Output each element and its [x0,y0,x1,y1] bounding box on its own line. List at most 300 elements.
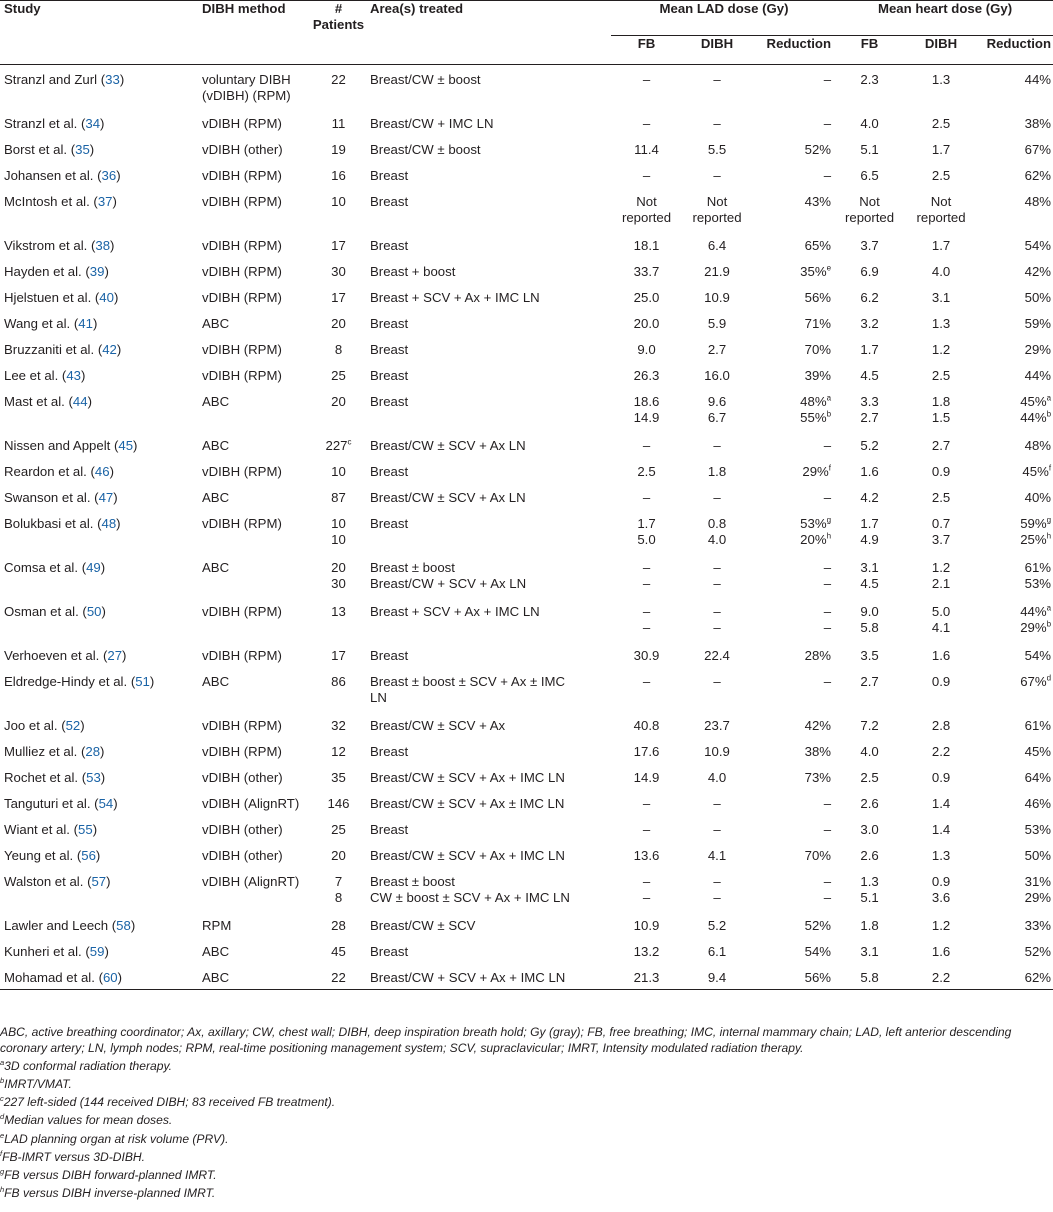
footnote-marker: g [826,515,832,525]
cell-value: 5.5 [707,142,727,157]
cell-text: 29% [1020,620,1047,635]
reference-link[interactable]: 57 [91,874,107,889]
cell-value: LN [370,690,387,705]
cell-text: 53% [800,516,827,531]
footnote [0,1132,1053,1148]
patients-cell [307,841,366,867]
heart-dibh-cell [902,483,976,509]
reference-link[interactable]: 40 [99,290,114,305]
cell-value: 2.2 [931,970,951,985]
heart-reduction-cell [976,937,1053,963]
cell-value: Breast/CW ± SCV + Ax ± IMC LN [370,796,565,811]
reference-link[interactable]: 33 [105,72,120,87]
cell-value: – [823,438,832,453]
col-heart-dibh: DIBH [902,36,976,65]
cell-value: Breast/CW ± SCV + Ax LN [370,490,526,505]
cell-value: 2.7 [931,438,951,453]
heart-fb-cell [833,641,902,667]
area-cell [366,335,611,361]
cell-value: Breast [370,744,409,759]
lad-dibh-cell [678,135,752,161]
cell-value: 2.1 [931,576,951,591]
cell-value: 26.3 [633,368,660,383]
study-author: Verhoeven et al. [4,648,100,663]
lad-dibh-cell [678,867,752,911]
cell-value: 20.0 [633,316,660,331]
area-cell [366,789,611,815]
study-author: Reardon et al. [4,464,87,479]
lad-fb-cell [611,763,678,789]
cell-text: 227 [325,438,348,453]
cell-value: – [713,72,721,87]
table-row [0,231,1053,257]
heart-reduction-cell [976,187,1053,231]
reference-link[interactable]: 28 [85,744,101,759]
cell-value: Not [930,194,952,209]
cell-value: 46% [1024,796,1052,811]
cell-value: Breast/CW ± SCV + Ax LN [370,438,526,453]
col-lad-dibh: DIBH [678,36,752,65]
patients-cell [307,483,366,509]
heart-reduction-cell [976,641,1053,667]
lad-dibh-cell [678,257,752,283]
lad-fb-cell [611,937,678,963]
study-cell: Walston et al. (57) [4,874,111,889]
heart-dibh-cell [902,737,976,763]
cell-value: 0.9 [931,770,951,785]
col-study: Study [4,1,41,16]
col-group-lad: Mean LAD dose (Gy) [659,1,789,16]
reference-link[interactable]: 52 [65,718,81,733]
method-cell [198,789,307,815]
reference-link[interactable]: 36 [101,168,117,183]
lad-fb-cell [611,135,678,161]
heart-fb-cell [833,283,902,309]
cell-text: 35% [800,264,827,279]
reference-link[interactable]: 43 [66,368,81,383]
cell-value: vDIBH (RPM) [202,168,282,183]
cell-value: Breast/CW ± SCV + Ax [370,718,506,733]
heart-fb-cell [833,109,902,135]
method-cell [198,483,307,509]
cell-value: 1.4 [931,822,951,837]
method-cell [198,963,307,990]
method-cell [198,553,307,597]
cell-value: vDIBH (RPM) [202,342,282,357]
cell-value: ABC [202,674,230,689]
area-cell [366,509,611,553]
table-row [0,815,1053,841]
heart-fb-cell [833,763,902,789]
cell-value: 1.8 [931,394,951,409]
cell-value: 2.5 [931,168,951,183]
cell-value: vDIBH (RPM) [202,290,282,305]
cell-value: 29% [1024,890,1052,905]
footnote [0,1113,1053,1129]
lad-dibh-cell [678,431,752,457]
cell-value: 25 [331,368,346,383]
heart-dibh-cell [902,387,976,431]
table-row [0,667,1053,711]
cell-value: Breast/CW + SCV + Ax LN [370,576,527,591]
cell-value: 33.7 [633,264,660,279]
cell-value: Breast/CW ± boost [370,142,481,157]
footnote-mark: e [0,1130,5,1140]
footnote-mark: g [0,1166,5,1176]
area-cell [366,597,611,641]
reference-link[interactable]: 39 [89,264,105,279]
heart-fb-cell [833,65,902,110]
reference-link[interactable]: 44 [72,394,88,409]
footnote-marker: e [826,263,832,273]
cell-value: 9.0 [637,342,656,357]
cell-value: 38% [804,744,832,759]
cell-value: 50% [1024,290,1052,305]
cell-value: 4.1 [707,848,727,863]
heart-reduction-cell [976,509,1053,553]
cell-value: Breast ± boost [370,560,455,575]
cell-text: 44% [1020,410,1047,425]
study-cell: Borst et al. (35) [4,142,95,157]
heart-dibh-cell [902,135,976,161]
cell-value: – [642,490,651,505]
method-cell [198,257,307,283]
lad-fb-cell [611,597,678,641]
heart-dibh-cell [902,431,976,457]
cell-value: 31% [1024,874,1052,889]
lad-reduction-cell [752,483,833,509]
method-cell [198,335,307,361]
heart-reduction-cell [976,309,1053,335]
cell-value: 1.2 [931,560,951,575]
cell-value: 12 [331,744,346,759]
heart-fb-cell [833,257,902,283]
cell-value: Breast [370,168,409,183]
cell-value: 3.1 [860,560,879,575]
heart-reduction-cell [976,841,1053,867]
lad-fb-cell [611,711,678,737]
cell-value: 16.0 [704,368,730,383]
cell-value: – [713,796,721,811]
heart-fb-cell [833,187,902,231]
cell-value: 5.2 [707,918,727,933]
cell-value: – [642,796,651,811]
study-cell: Yeung et al. (56) [4,848,101,863]
cell-value: 40.8 [633,718,660,733]
cell-value: 20 [331,316,346,331]
study-author: Eldredge-Hindy et al. [4,674,128,689]
lad-reduction-cell [752,867,833,911]
cell-value: – [642,674,651,689]
heart-dibh-cell [902,937,976,963]
lad-dibh-cell [678,911,752,937]
cell-value: 1.7 [637,516,656,531]
study-author: Rochet et al. [4,770,79,785]
cell-value: – [713,576,721,591]
reference-link[interactable]: 45 [118,438,134,453]
study-cell: McIntosh et al. (37) [4,194,117,209]
study-cell: Eldredge-Hindy et al. (51) [4,674,155,689]
heart-reduction-cell [976,911,1053,937]
cell-value: – [823,116,832,131]
cell-value: 4.2 [860,490,879,505]
cell-value: 5.0 [931,604,951,619]
lad-dibh-cell [678,387,752,431]
cell-value: 2.3 [860,72,879,87]
cell-value: – [642,576,651,591]
cell-value: 48% [1024,438,1052,453]
table-row [0,867,1053,911]
reference-link[interactable]: 42 [102,342,117,357]
heart-reduction-cell [976,283,1053,309]
cell-value: 4.5 [860,576,879,591]
study-cell: Nissen and Appelt (45) [4,438,138,453]
heart-dibh-cell [902,641,976,667]
study-cell: Kunheri et al. (59) [4,944,109,959]
cell-value: 1.3 [860,874,879,889]
cell-value: 2.2 [931,744,951,759]
lad-fb-cell [611,361,678,387]
area-cell [366,161,611,187]
cell-value: 44% [1024,368,1052,383]
reference-link[interactable]: 51 [135,674,150,689]
reference-link[interactable]: 35 [75,142,90,157]
cell-value: 25.0 [633,290,660,305]
cell-value: vDIBH (RPM) [202,116,282,131]
lad-dibh-cell [678,231,752,257]
cell-text: 59% [1020,516,1047,531]
heart-dibh-cell [902,841,976,867]
method-cell [198,431,307,457]
cell-value: 52% [804,142,832,157]
cell-value: 5.1 [860,890,879,905]
method-cell [198,161,307,187]
cell-value: Breast [370,822,409,837]
lad-fb-cell [611,161,678,187]
heart-reduction-cell [976,135,1053,161]
area-cell [366,431,611,457]
footnote-marker: d [1046,673,1052,683]
heart-reduction-cell [976,867,1053,911]
reference-link[interactable]: 46 [94,464,110,479]
patients-cell [307,815,366,841]
lad-fb-cell [611,641,678,667]
heart-dibh-cell [902,911,976,937]
cell-value: Breast/CW + IMC LN [370,116,494,131]
cell-value: 30.9 [633,648,660,663]
lad-fb-cell [611,431,678,457]
reference-link[interactable]: 58 [116,918,131,933]
method-cell [198,361,307,387]
cell-value: ABC [202,944,230,959]
lad-dibh-cell [678,597,752,641]
cell-value: 20 [331,394,346,409]
lad-reduction-cell [752,135,833,161]
footnote-marker: b [1046,619,1052,629]
cell-value: 3.3 [860,394,879,409]
reference-link[interactable]: 59 [89,944,105,959]
table-row [0,597,1053,641]
cell-value: 5.0 [637,532,656,547]
table-row [0,641,1053,667]
heart-dibh-cell [902,867,976,911]
cell-value: 3.2 [860,316,879,331]
reference-link[interactable]: 55 [78,822,93,837]
footnote-marker: b [1046,409,1052,419]
heart-fb-cell [833,231,902,257]
area-cell [366,457,611,483]
lad-reduction-cell [752,457,833,483]
patients-cell [307,509,366,553]
cell-value: Breast [370,394,409,409]
study-cell: Mast et al. (44) [4,394,92,409]
reference-link[interactable]: 37 [97,194,113,209]
cell-value: 17.6 [633,744,660,759]
footnote-marker: f [1048,463,1052,473]
heart-reduction-cell [976,387,1053,431]
table-row [0,483,1053,509]
cell-value: 4.9 [860,532,879,547]
cell-value: 2.5 [931,116,951,131]
cell-value: Breast [370,194,409,209]
study-cell: Hjelstuen et al. (40) [4,290,119,305]
patients-cell [307,763,366,789]
cell-value: 3.7 [931,532,951,547]
cell-value: 5.2 [860,438,879,453]
table-row [0,789,1053,815]
lad-reduction-cell [752,335,833,361]
method-cell [198,283,307,309]
area-cell [366,309,611,335]
cell-value: 1.3 [931,848,951,863]
cell-value: – [823,576,832,591]
reference-link[interactable]: 60 [102,970,118,985]
reference-link[interactable]: 48 [101,516,117,531]
heart-reduction-cell [976,963,1053,990]
reference-link[interactable]: 53 [86,770,101,785]
study-author: Kunheri et al. [4,944,82,959]
col-lad-reduction: Reduction [752,36,833,65]
study-author: Swanson et al. [4,490,91,505]
study-cell: Mulliez et al. (28) [4,744,105,759]
lad-dibh-cell [678,283,752,309]
footnote-list [0,1059,1053,1202]
cell-value: 14.9 [633,410,660,425]
cell-text: 55% [800,410,827,425]
reference-link[interactable]: 47 [98,490,114,505]
cell-value: 62% [1024,970,1052,985]
cell-value: – [642,874,651,889]
cell-value: – [823,168,832,183]
cell-value: ABC [202,560,230,575]
lad-reduction-cell [752,109,833,135]
reference-link[interactable]: 34 [85,116,101,131]
cell-value: 2.7 [707,342,727,357]
lad-reduction-cell [752,161,833,187]
cell-value: 50% [1024,848,1052,863]
reference-link[interactable]: 54 [98,796,114,811]
reference-link[interactable]: 50 [86,604,102,619]
table-row [0,457,1053,483]
patients-cell [307,867,366,911]
lad-reduction-cell [752,257,833,283]
table-row [0,309,1053,335]
area-cell [366,815,611,841]
table-row [0,431,1053,457]
footnote [0,1150,1053,1166]
cell-value: 5.8 [860,970,879,985]
cell-text: 48% [800,394,827,409]
heart-fb-cell [833,457,902,483]
col-areas: Area(s) treated [370,1,464,16]
cell-value: ABC [202,438,230,453]
lad-dibh-cell [678,509,752,553]
col-heart-fb: FB [833,36,902,65]
reference-link[interactable]: 27 [107,648,123,663]
method-cell [198,387,307,431]
cell-value: Breast [370,316,409,331]
cell-value: 2.7 [860,410,879,425]
cell-value: 61% [1024,718,1052,733]
reference-link[interactable]: 41 [78,316,93,331]
cell-value: 2.5 [931,490,951,505]
cell-value: 54% [1024,648,1052,663]
area-cell [366,187,611,231]
cell-value: 70% [804,848,832,863]
patients-cell [307,431,366,457]
reference-link[interactable]: 49 [86,560,101,575]
heart-dibh-cell [902,509,976,553]
cell-value: 73% [804,770,832,785]
study-cell: Stranzl and Zurl (33) [4,72,125,87]
area-cell [366,553,611,597]
study-author: Osman et al. [4,604,79,619]
reference-link[interactable]: 38 [95,238,111,253]
cell-value: 9.0 [860,604,879,619]
cell-value: Not [859,194,880,209]
lad-reduction-cell [752,309,833,335]
cell-value: 67% [1024,142,1052,157]
cell-value: reported [621,210,672,225]
cell-text: 20% [800,532,827,547]
study-cell: Joo et al. (52) [4,718,85,733]
cell-value: 38% [1024,116,1052,131]
footnote [0,1059,1053,1075]
method-cell [198,867,307,911]
cell-value: 45% [1024,744,1052,759]
cell-value: – [713,620,721,635]
cell-value: 0.8 [707,516,727,531]
footnote-text: 227 left-sided (144 received DIBH; 83 received FB treatment). [3,1095,336,1110]
table-row [0,911,1053,937]
footnote-text: 3D conformal radiation therapy. [4,1058,173,1073]
lad-dibh-cell [678,963,752,990]
cell-value: 48% [1024,194,1052,209]
footnote-mark: d [0,1112,5,1122]
heart-reduction-cell [976,667,1053,711]
cell-value: 87 [331,490,346,505]
cell-value: 3.0 [860,822,879,837]
area-cell [366,737,611,763]
cell-value: 6.9 [860,264,879,279]
col-lad-fb: FB [611,36,678,65]
cell-value: vDIBH (RPM) [202,264,282,279]
reference-link[interactable]: 56 [81,848,96,863]
lad-fb-cell [611,483,678,509]
heart-fb-cell [833,161,902,187]
col-group-heart: Mean heart dose (Gy) [877,1,1013,16]
cell-value: 4.0 [707,770,727,785]
